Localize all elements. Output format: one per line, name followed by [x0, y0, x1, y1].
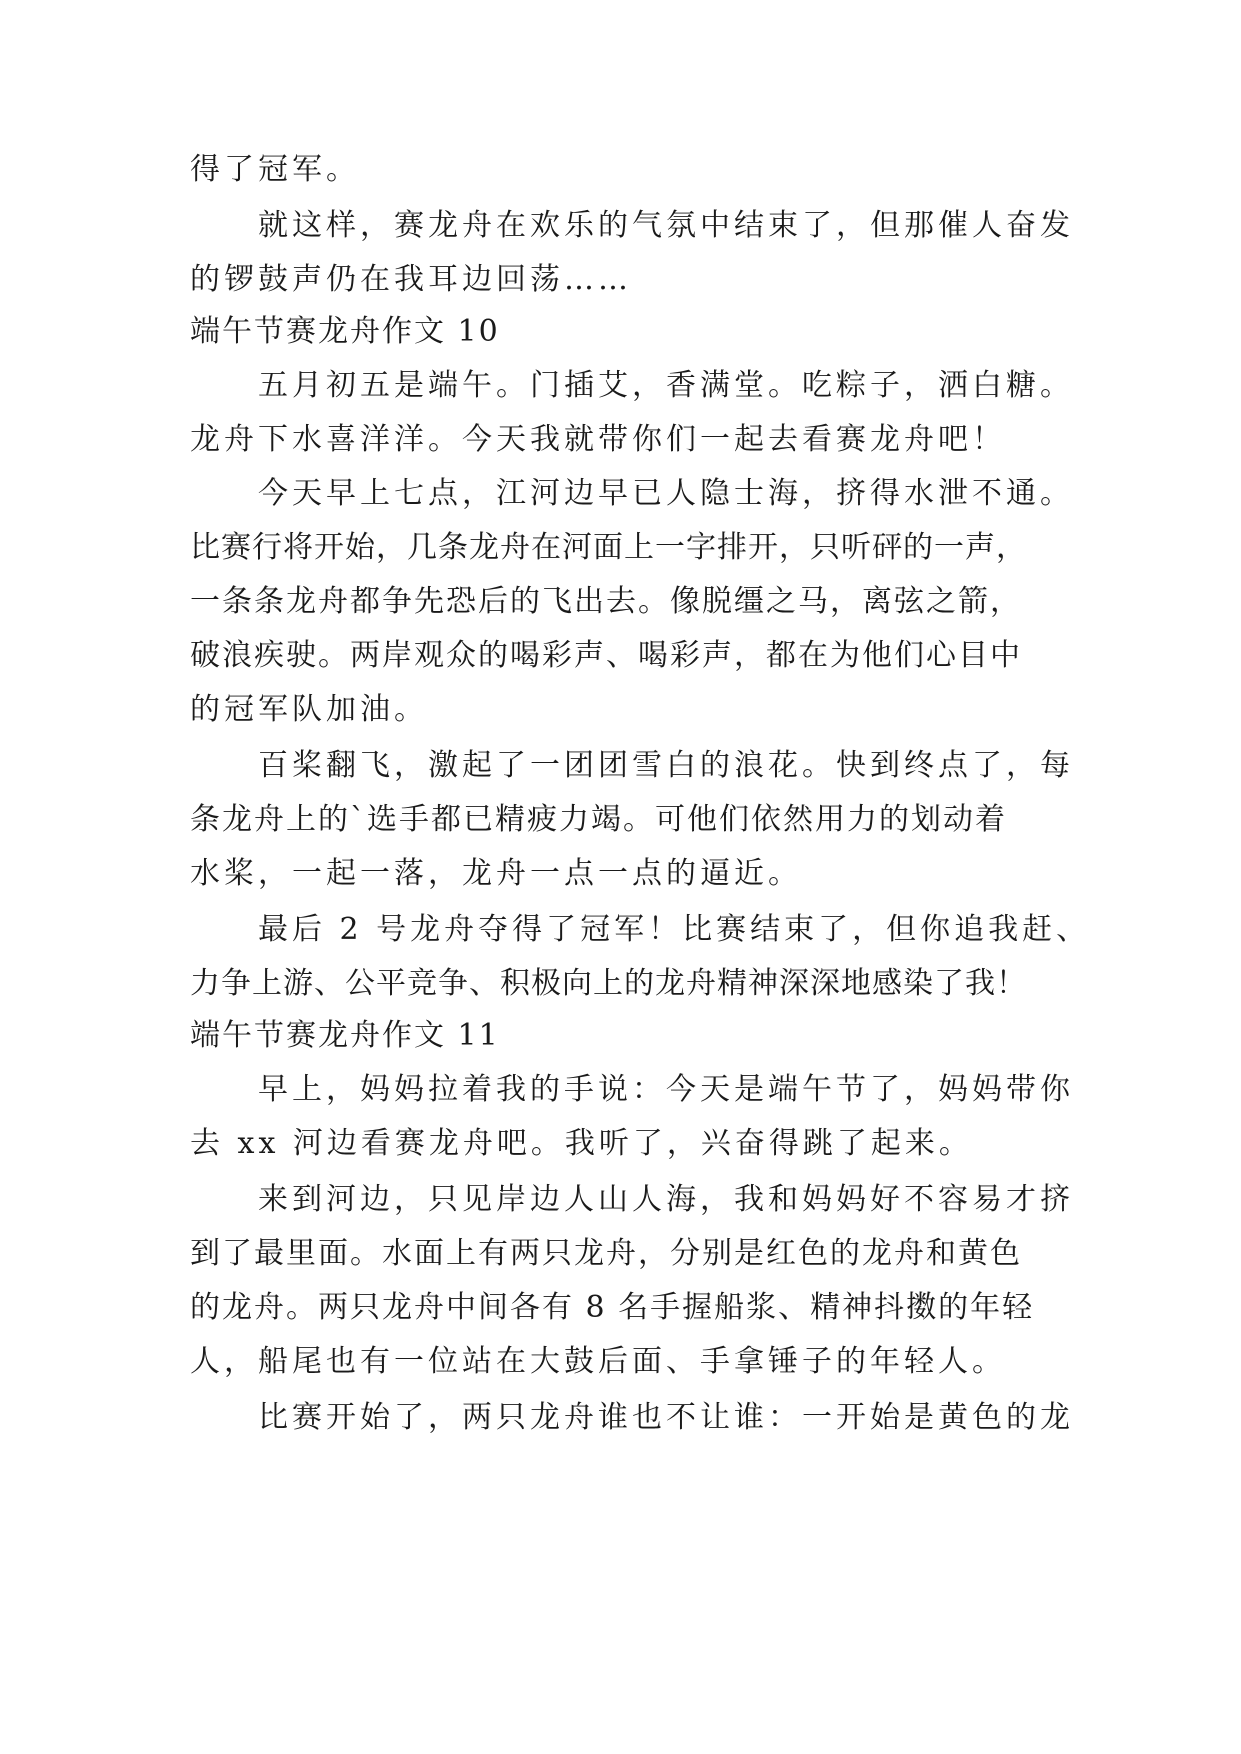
paragraph-line: 去 xx 河边看赛龙舟吧。我听了，兴奋得跳了起来。	[190, 1126, 973, 1161]
paragraph-line: 的冠军队加油。	[190, 692, 428, 727]
paragraph-line: 就这样，赛龙舟在欢乐的气氛中结束了，但那催人奋发	[258, 208, 1074, 243]
paragraph-line: 的龙舟。两只龙舟中间各有 8 名手握船浆、精神抖擞的年轻	[190, 1290, 1035, 1325]
paragraph-line: 力争上游、公平竞争、积极向上的龙舟精神深深地感染了我！	[190, 966, 1027, 1001]
paragraph-line: 比赛行将开始，几条龙舟在河面上一字排开，只听砰的一声，	[190, 530, 1027, 565]
paragraph-line: 水桨，一起一落，龙舟一点一点的逼近。	[190, 856, 802, 891]
paragraph-line: 百桨翻飞，激起了一团团雪白的浪花。快到终点了，每	[258, 748, 1074, 783]
paragraph-line: 得了冠军。	[190, 152, 360, 187]
paragraph-line: 最后 2 号龙舟夺得了冠军！比赛结束了，但你追我赶、	[258, 912, 1091, 947]
paragraph-line: 人，船尾也有一位站在大鼓后面、手拿锤子的年轻人。	[190, 1344, 1006, 1379]
section-heading: 端午节赛龙舟作文 11	[190, 1018, 500, 1053]
paragraph-line: 破浪疾驶。两岸观众的喝彩声、喝彩声，都在为他们心目中	[190, 638, 1022, 673]
paragraph-line: 条龙舟上的`选手都已精疲力竭。可他们依然用力的划动着	[190, 802, 1007, 837]
paragraph-line: 比赛开始了，两只龙舟谁也不让谁：一开始是黄色的龙	[258, 1400, 1074, 1435]
paragraph-line: 的锣鼓声仍在我耳边回荡……	[190, 262, 632, 297]
paragraph-line: 今天早上七点，江河边早已人隐士海，挤得水泄不通。	[258, 476, 1074, 511]
paragraph-line: 一条条龙舟都争先恐后的飞出去。像脱缰之马，离弦之箭，	[190, 584, 1022, 619]
paragraph-line: 龙舟下水喜洋洋。今天我就带你们一起去看赛龙舟吧！	[190, 422, 1006, 457]
paragraph-line: 早上，妈妈拉着我的手说：今天是端午节了，妈妈带你	[258, 1072, 1074, 1107]
paragraph-line: 到了最里面。水面上有两只龙舟，分别是红色的龙舟和黄色	[190, 1236, 1022, 1271]
paragraph-line: 五月初五是端午。门插艾，香满堂。吃粽子，洒白糖。	[258, 368, 1074, 403]
paragraph-line: 来到河边，只见岸边人山人海，我和妈妈好不容易才挤	[258, 1182, 1074, 1217]
section-heading: 端午节赛龙舟作文 10	[190, 314, 500, 349]
